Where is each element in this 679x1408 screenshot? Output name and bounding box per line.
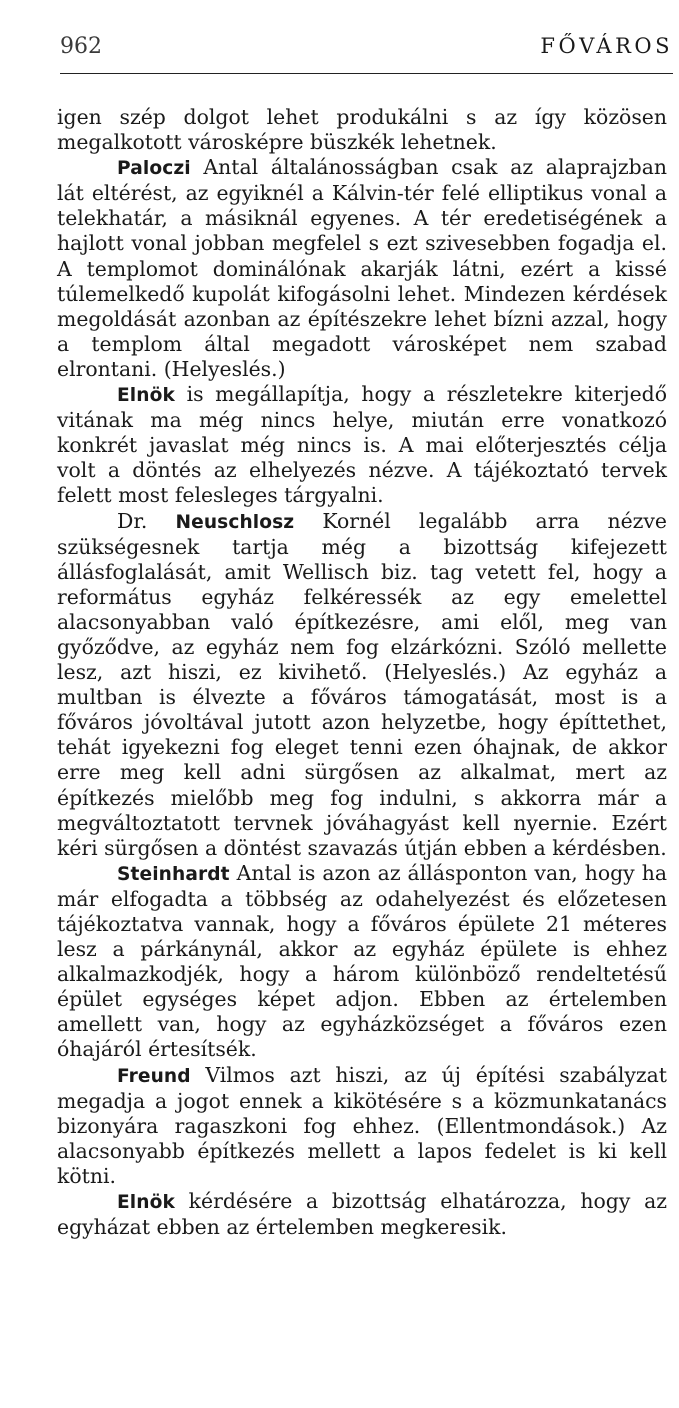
header-rule <box>60 73 673 74</box>
paragraph-6 <box>57 1063 667 1189</box>
speaker-name: Neuschlosz <box>175 511 295 533</box>
paragraph-2-text: Antal általánosságban csak az alaprajzban lát eltérést, az egyiknél a Kálvin-tér felé elliptikus vonal a telekhatár, a másiknál egyenes. A tér eredetiségének a hajlott vonal jobban megfelel s ezt szivesebben fogadja el. A templomot dominálónak akarják látni, ezért a kissé túlemelkedő kupolát kifogásolni lehet. Mindezen kérdések megoldását azonban az építészekre lehet bízni azzal, hogy a templom által megadott városképet nem szabad elrontani. (Helyeslés.) <box>57 155 667 381</box>
running-title: FŐVÁROS <box>540 34 673 58</box>
paragraph-7 <box>57 1189 667 1240</box>
speaker-name: Freund <box>117 1065 191 1087</box>
paragraph-1 <box>57 105 667 155</box>
paragraph-4-text: Kornél legalább arra nézve szükségesnek tartja még a bizottság kifejezett állásfoglalását, amit Wellisch biz. tag vetett fel, hogy a református egyház felkéressék az egy emelettel alacsonyabban való építkezésre, ami elől, meg van győződve, az egyház nem fog elzárkózni. Szóló mellette lesz, azt hiszi, ez kivihető. (Helyeslés.) Az egyház a multban is élvezte a főváros támogatását, most is a főváros jóvoltával jutott azon helyzetbe, hogy építtethet, tehát igyekezni fog eleget tenni ezen óhajnak, de akkor erre meg kell adni sürgősen az alkalmat, mert az építkezés mielőbb meg fog indulni, s akkorra már a megváltoztatott tervnek jóváhagyást kell nyernie. Ezért kéri sürgősen a döntést szavazás útján ebben a kérdésben. <box>57 508 667 860</box>
page-header <box>60 30 673 64</box>
article-body <box>57 105 667 1240</box>
page-number: 962 <box>60 34 102 59</box>
paragraph-6-text: Vilmos azt hiszi, az új építési szabályzat megadja a jogot ennek a kikötésére s a közmunkatanács bizonyára ragaszkoni fog ehhez. (Ellentmondások.) Az alacsonyabb építkezés mellett a lapos fedelet is ki kell kötni. <box>57 1062 667 1188</box>
paragraph-2 <box>57 155 667 382</box>
paragraph-4 <box>57 509 667 861</box>
paragraph-5 <box>57 861 667 1063</box>
speaker-name: Elnök <box>117 385 175 407</box>
paragraph-1-text: igen szép dolgot lehet produkálni s az így közösen megalkotott városképre büszkék lehetnek. <box>57 105 667 155</box>
paragraph-7-text: kérdésére a bizottság elhatározza, hogy az egyházat ebben az értelemben megkeresik. <box>57 1189 667 1240</box>
paragraph-5-text: Antal is azon az állásponton van, hogy ha már elfogadta a többség az odahelyezést és előzetesen tájékoztatva vannak, hogy a főváros épülete 21 méteres lesz a párkánynál, akkor az egyház épülete is ehhez alkalmazkodjék, hogy a három különböző rendeltetésű épület egységes képet adjon. Ebben az értelemben amellett van, hogy az egyházközséget a főváros ezen óhajáról értesítsék. <box>57 860 667 1062</box>
speaker-name: Paloczi <box>117 158 191 180</box>
paragraph-3-text: is megállapítja, hogy a részletekre kiterjedő vitának ma még nincs helye, miután erre vonatkozó konkrét javaslat még nincs is. A mai előterjesztés célja volt a döntés az elhelyezés nézve. A tájékoztató tervek felett most felesleges tárgyalni. <box>57 382 667 508</box>
speaker-name: Elnök <box>117 1192 175 1214</box>
paragraph-3 <box>57 382 667 508</box>
speaker-name: Steinhardt <box>117 863 230 885</box>
speaker-prefix: Dr. <box>117 508 176 533</box>
